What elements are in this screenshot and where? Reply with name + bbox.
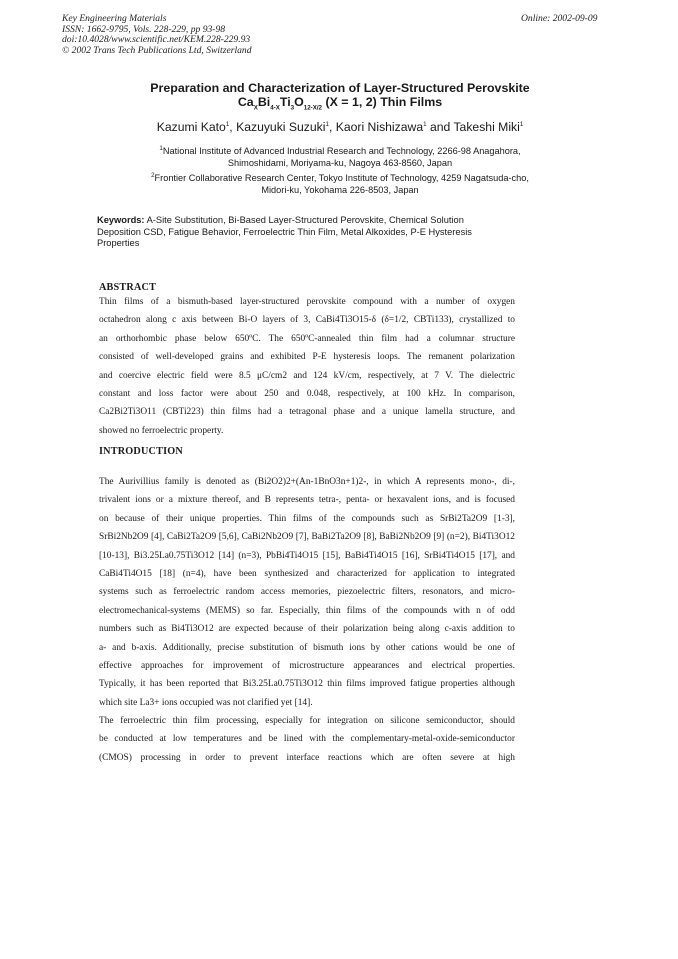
paper-title-line1: Preparation and Characterization of Layer-Structured Perovskite — [150, 81, 530, 95]
journal-issn: ISSN: 1662-9795, Vols. 228-229, pp 93-98 — [62, 23, 226, 35]
abstract-heading: ABSTRACT — [99, 282, 157, 293]
journal-doi: doi:10.4028/www.scientific.net/KEM.228-229.93 — [62, 34, 251, 46]
affiliation-1: $^1$National Institute of Advanced Industrial Research and Technology, 2266-98 Anagahora, Shimoshidami, Moriyama-ku, Nagoya 463-8560, Japan — [159, 144, 521, 168]
author-name: Kazumi Kato — [156, 120, 226, 134]
keywords: Keywords: A-Site Substitution, Bi-Based Layer-Structured Perovskite, Chemical Solution Deposition CSD, Fatigue Behavior, Ferroelectric Thin Film, Metal Alkoxides, P-E Hysteresis Properties — [97, 215, 472, 249]
online-date: Online: 2002-09-09 — [521, 13, 598, 24]
journal-name: Key Engineering Materials — [62, 13, 167, 24]
paper-title-line2: $Ca_XBi_{4-X}Ti_3O_{12-X/2}$ (X = 1, 2) Thin Films — [237, 95, 443, 112]
introduction-heading: INTRODUCTION — [99, 446, 183, 457]
author-list: Kazumi Kato$^1$, Kazuyuki Suzuki$^1$, Kaori Nishizawa$^1$ and Takeshi Miki$^1$ — [156, 120, 524, 134]
journal-copyright: © 2002 Trans Tech Publications Ltd, Switzerland — [62, 44, 252, 56]
author-name: Kaori Nishizawa — [335, 120, 424, 134]
introduction-body: The Aurivillius family is denoted as (Bi2O2)2+(An-1BnO3n+1)2-, in which A represents mono-, di-, trivalent ions or a mixture thereof, and B represents tetra-, penta- or hexavalent ions, and is focused on because of their unique properties. Thin films of the compounds such as SrBi2Ta2O9 [1-3], SrBi2Nb2O9 [4], CaBi2Ta2O9 [5,6], CaBi2Nb2O9 [7], BaBi2Ta2O9 [8], BaBi2Nb2O9 [9] (n=2), Bi4Ti3O12 [10-13], Bi3.25La0.75Ti3O12 [14] (n=3), PbBi4Ti4O15 [15], BaBi4Ti4O15 [16], SrBi4Ti4O15 [17], and CaBi4Ti4O15 [18] (n=4), have been synthesized and characterized for application to integrated systems such as ferroelectric random access memories, piezoelectric filters, resonators, and micro- electromechanical-systems (MEMS) so far. Especially, thin films of the compounds with n of odd numbers such as Bi4Ti3O12 are expected because of their polarization being along c-axis addition to a- and b-axis. Additionally, precise substitution of bismuth ions by other cations would be one of effective approaches for improvement of microstructure appearances and electrical properties. Typically, it has been reported that Bi3.25La0.75Ti3O12 thin films improved fatigue properties although which site La3+ ions occupied was not clarified yet [14]. The ferroelectric thin film processing, especially for integration on silicone semiconductor, should be conducted at low temperatures and be lined with the complementary-metal-oxide-semiconductor (CMOS) processing in order to prevent interface reactions which are often severe at high — [99, 477, 515, 763]
author-name: Kazuyuki Suzuki — [236, 120, 326, 134]
keywords-label: Keywords: — [97, 215, 145, 225]
author-name: Takeshi Miki — [453, 120, 520, 134]
affiliation-2: $^2$Frontier Collaborative Research Center, Tokyo Institute of Technology, 4259 Nagatsuda-cho, Midori-ku, Yokohama 226-8503, Japan — [151, 171, 529, 195]
abstract-body: Thin films of a bismuth-based layer-structured perovskite compound with a number of oxygen octahedron along c axis between Bi-O layers of 3, CaBi4Ti3O15-δ (δ=1/2, CBTi133), crystallized to an orthorhombic phase below 650ºC. The 650ºC-annealed thin film had a columnar structure consisted of well-developed grains and exhibited P-E hysteresis loops. The remanent polarization and coercive electric field were 8.5 μC/cm2 and 124 kV/cm, respectively, at 7 V. The dielectric constant and loss factor were about 250 and 0.048, respectively, at 100 kHz. In comparison, Ca2Bi2Ti3O11 (CBTi223) thin films had a tetragonal phase and a unique lamella structure, and showed no ferroelectric property. — [99, 297, 515, 436]
